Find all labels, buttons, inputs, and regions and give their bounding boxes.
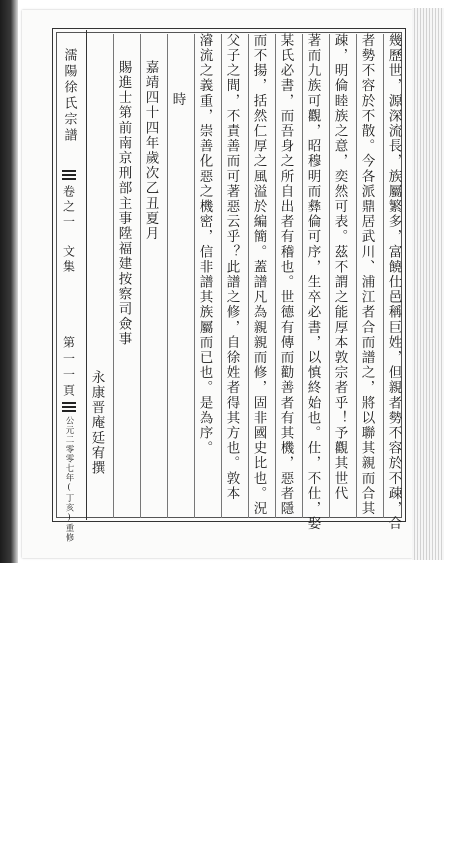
text-column [385, 33, 402, 532]
column-rule [275, 34, 276, 518]
text-line-8: 濬流之義重，崇善化惡之機密，信非譜其族屬而已也。是為序。 [196, 33, 213, 456]
text-column [278, 33, 292, 519]
date-line: 嘉靖四十四年歲次乙丑夏月 [142, 60, 159, 242]
text-column [224, 33, 238, 519]
text-line-7: 父子之間，不責善而可著惡云乎？此譜之修，自徐姓者得其方也。敦本 [223, 33, 240, 502]
text-line-5: 某氏必書，而吾身之所自出者有稽也。世德有傳而勸善者有其機，惡者隱 [277, 33, 294, 517]
page-edges [412, 8, 444, 560]
column-rule [167, 34, 168, 518]
text-line-1: 幾歷世，源深流長，族屬繁多，富饒仕邑稱巨姓，但親者勢不容於不疎，合 [385, 33, 402, 532]
text-column [251, 33, 265, 519]
text-column [197, 33, 211, 519]
column-rule [194, 34, 195, 518]
author-line: 永康晋庵廷宥撰 [88, 370, 105, 476]
text-column [116, 60, 130, 546]
fishtail-mark-lower [62, 402, 76, 412]
column-rule [221, 34, 222, 518]
margin-column [52, 30, 87, 543]
column-rule [248, 34, 249, 518]
column-rule [383, 34, 384, 518]
fishtail-mark [62, 170, 76, 180]
text-column [89, 370, 103, 856]
margin-title: 濡陽徐氏宗譜 [61, 48, 77, 144]
text-column [143, 60, 157, 546]
text-column [304, 33, 321, 532]
text-line-3: 疎，明倫睦族之意，奕然可表。茲不謂之能厚本敦宗者乎！予觀其世代 [331, 33, 348, 502]
official-title-line: 賜進士第前南京刑部主事陞福建按察司僉事 [115, 60, 132, 347]
column-rule [113, 34, 114, 518]
book-spine [0, 0, 18, 563]
column-rule [302, 34, 303, 518]
text-line-6: 而不揚，括然仁厚之風溢於編簡。蓋譜凡為親親而修，固非國史比也。況 [250, 33, 267, 517]
column-rule [356, 34, 357, 518]
time-label: 時 [169, 92, 186, 108]
column-rule [140, 34, 141, 518]
text-line-4: 著而九族可觀，昭穆明而彝倫可序，生卒必書，以慎終始也。仕，不仕，娶 [304, 33, 321, 532]
text-column [332, 33, 346, 519]
margin-chapter: 卷之一 文集 [61, 185, 76, 275]
margin-edition: 公元二零零七年(丁亥)重修 [64, 416, 74, 543]
text-column [170, 92, 184, 578]
text-line-2: 者勢不容於不散。今各派鼎居武川、浦江者合而譜之，將以聯其親而合其 [358, 33, 375, 517]
column-rule [329, 34, 330, 518]
margin-page-number: 第一一頁 [61, 336, 76, 400]
text-column [359, 33, 373, 519]
